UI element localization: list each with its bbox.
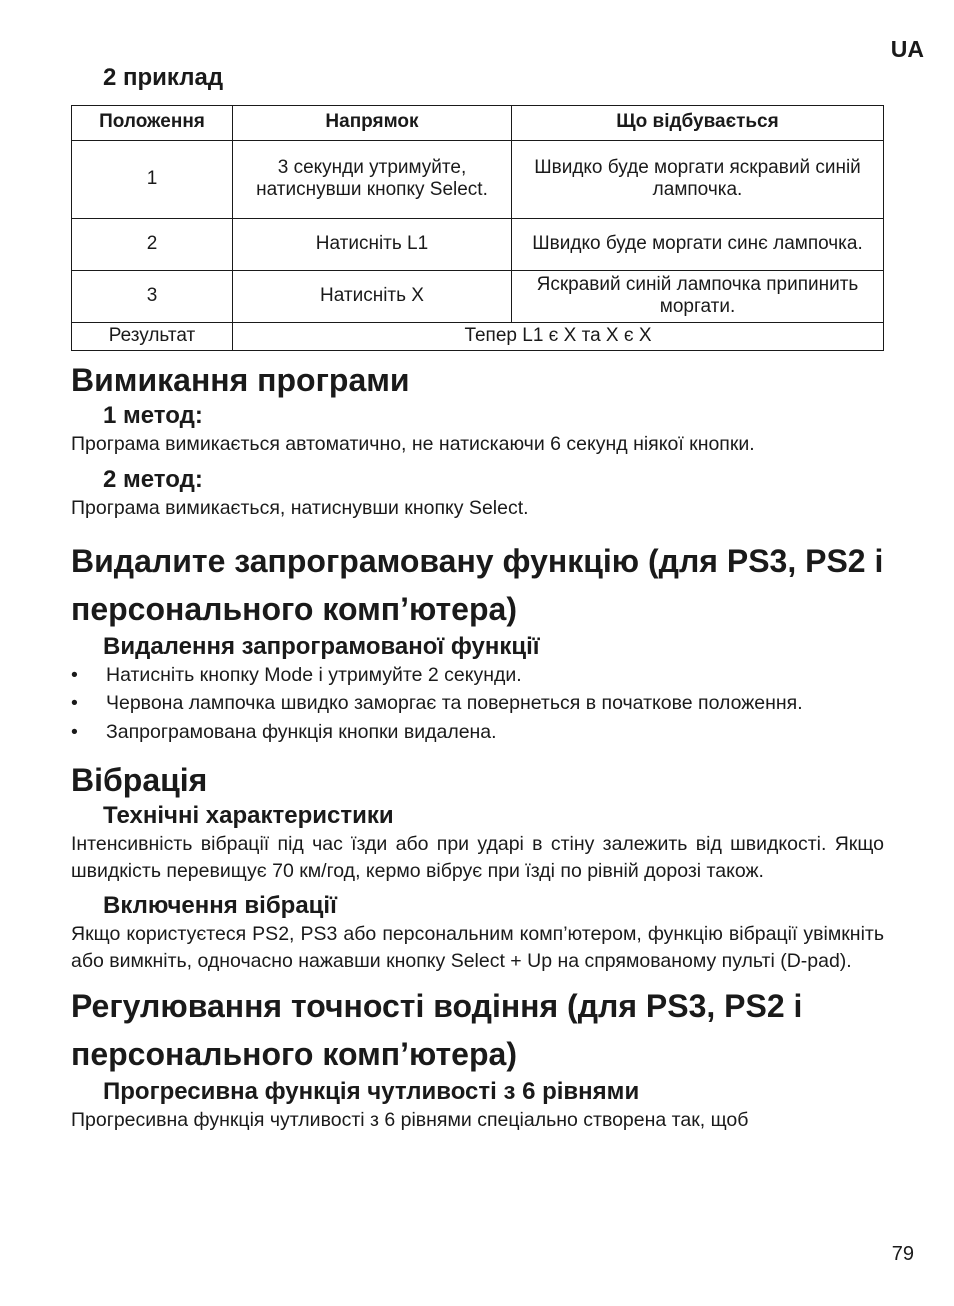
page-content	[71, 64, 884, 1135]
page-number: 79	[891, 1243, 914, 1265]
list-item-text: Запрограмована функція кнопки видалена.	[106, 720, 497, 743]
table-cell: Швидко буде моргати синє лампочка.	[512, 218, 884, 270]
method1-title: 1 метод:	[103, 401, 203, 429]
method2-title: 2 метод:	[103, 466, 203, 494]
language-tag: UA	[890, 36, 924, 62]
bullet-icon: •	[71, 720, 78, 743]
list-item	[71, 719, 884, 747]
table-cell: Натисніть L1	[233, 218, 512, 270]
result-value: Тепер L1 є X та X є X	[233, 322, 884, 350]
table-cell: Швидко буде моргати яскравий синій лампочка.	[512, 140, 884, 218]
table-cell: Натисніть X	[233, 270, 512, 322]
table-result-row	[72, 322, 884, 350]
table-cell: 2	[72, 218, 233, 270]
precision-text: Прогресивна функція чутливості з 6 рівнями спеціально створена так, щоб	[71, 1108, 749, 1131]
precision-subtitle: Прогресивна функція чутливості з 6 рівнями	[103, 1078, 640, 1106]
method2-text: Програма вимикається, натиснувши кнопку Select.	[71, 497, 529, 520]
section-title-precision: Регулювання точності водіння (для PS3, PS2 і персонального комп’ютера)	[71, 988, 803, 1073]
list-item	[71, 690, 884, 718]
table-header-row	[72, 105, 884, 140]
vibration-enable-title: Включення вібрації	[103, 891, 337, 919]
table-cell: 3 секунди утримуйте, натиснувши кнопку Select.	[233, 140, 512, 218]
list-item	[71, 662, 884, 690]
table-cell: 3	[72, 270, 233, 322]
bullet-icon: •	[71, 692, 78, 715]
table-row	[72, 218, 884, 270]
table-header-cell: Напрямок	[233, 105, 512, 140]
result-label: Результат	[72, 322, 233, 350]
method1-text: Програма вимикається автоматично, не натискаючи 6 секунд ніякої кнопки.	[71, 432, 755, 455]
bullet-icon: •	[71, 663, 78, 686]
vibration-specs-text: Інтенсивність вібрації під час їзди або при ударі в стіну залежить від швидкості. Якщо швидкість перевищує 70 км/год, кермо вібрує при їзді по рівній дорозі також.	[71, 832, 884, 883]
list-item-text: Натисніть кнопку Mode і утримуйте 2 секунди.	[106, 663, 522, 686]
delete-subtitle: Видалення запрограмованої функції	[103, 632, 540, 660]
section-title-delete: Видалите запрограмовану функцію (для PS3, PS2 і персонального комп’ютера)	[71, 542, 884, 627]
table-header-cell: Положення	[72, 105, 233, 140]
section-title-off: Вимикання програми	[71, 361, 410, 398]
table-header-cell: Що відбувається	[512, 105, 884, 140]
vibration-specs-title: Технічні характеристики	[103, 801, 394, 829]
steps-table	[71, 105, 884, 351]
example-title: 2 приклад	[103, 64, 224, 91]
table-row	[72, 270, 884, 322]
vibration-enable-text: Якщо користуєтеся PS2, PS3 або персональним комп’ютером, функцію вібрації увімкніть або вимкніть, одночасно нажавши кнопку Select + Up на спрямованому пульті (D-pad).	[71, 922, 884, 973]
table-cell: Яскравий синій лампочка припинить моргати.	[512, 270, 884, 322]
table-cell: 1	[72, 140, 233, 218]
table-row	[72, 140, 884, 218]
list-item-text: Червона лампочка швидко заморгає та повернеться в початкове положення.	[106, 692, 803, 715]
section-title-vibration: Вібрація	[71, 761, 208, 798]
